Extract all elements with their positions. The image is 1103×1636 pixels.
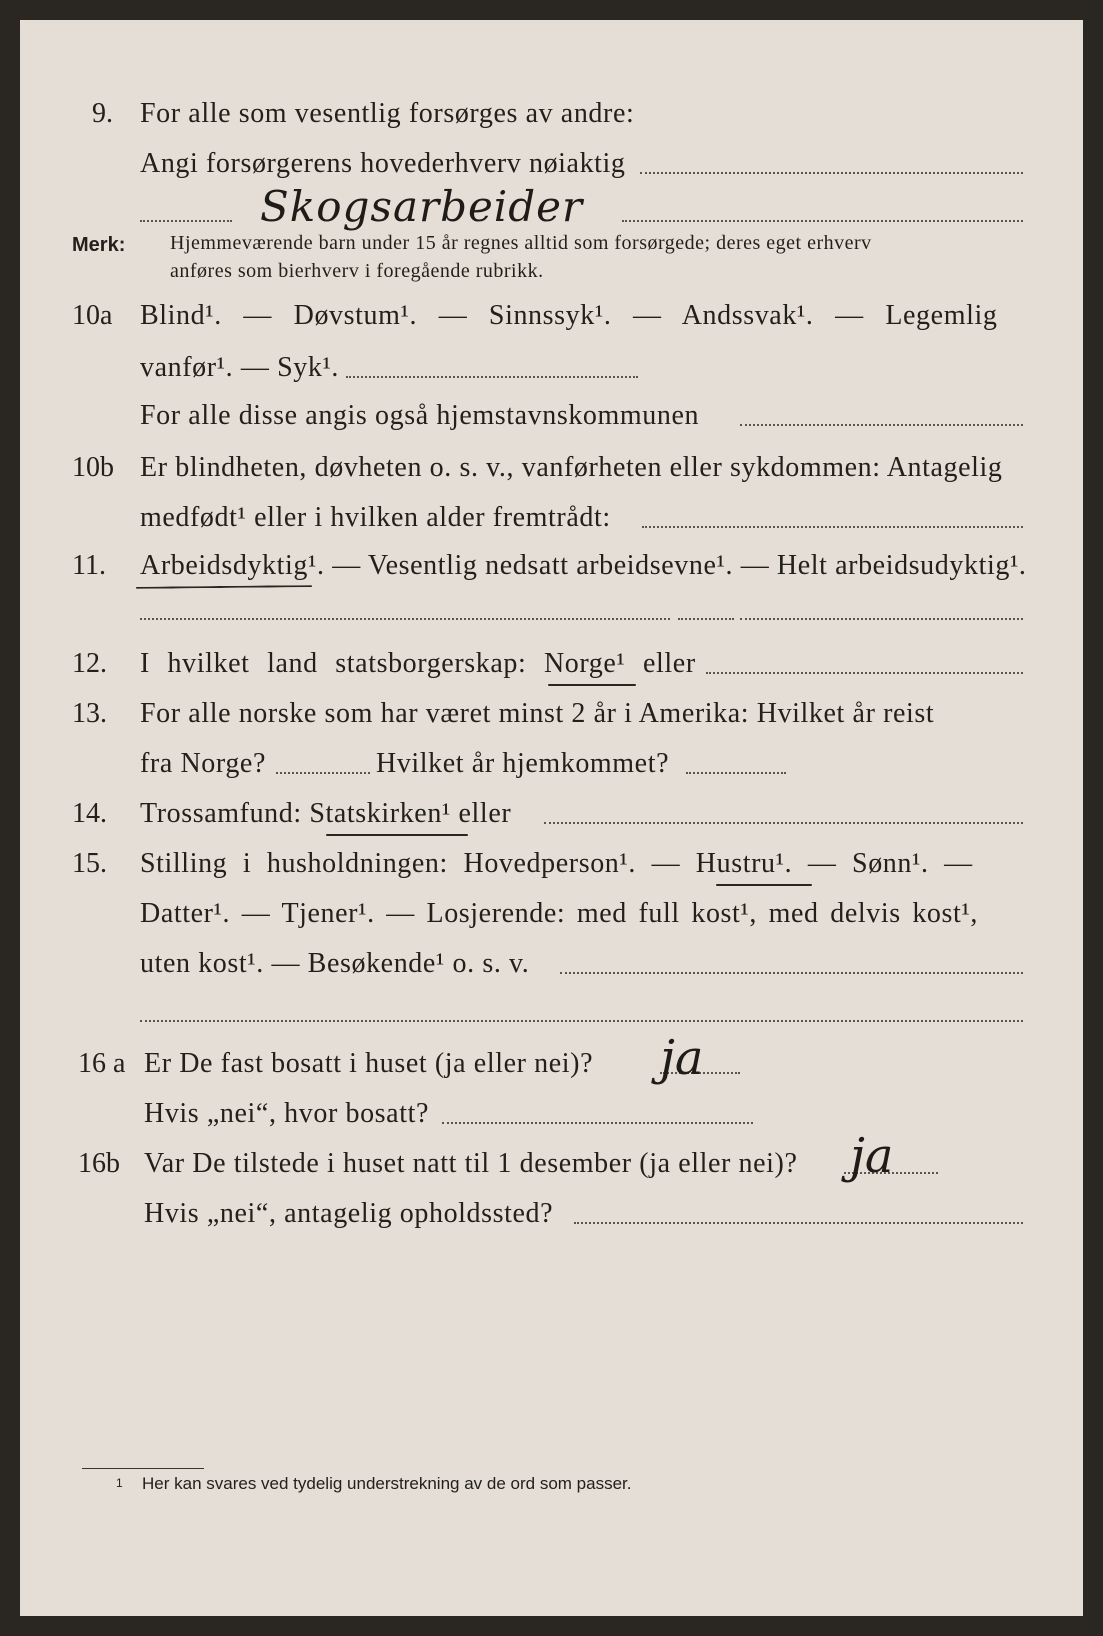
q10a-answer-line-2 [740, 424, 1023, 426]
q13-number: 13. [72, 698, 107, 729]
q10b-line-1: Er blindheten, døvheten o. s. v., vanførheten eller sykdommen: Antagelig [140, 452, 1003, 483]
q16a-line-2: Hvis „nei“, hvor bosatt? [144, 1098, 429, 1129]
q11-underline-arbeidsdyktig [136, 585, 312, 589]
q10a-line-3: For alle disse angis også hjemstavnskommunen [140, 400, 700, 431]
q9-prompt: Angi forsørgerens hovederhverv nøiaktig [140, 148, 626, 179]
q10b-answer-line [642, 526, 1023, 528]
q15-number: 15. [72, 848, 107, 879]
q15-line-1: Stilling i husholdningen: Hovedperson¹. — Hustru¹. — Sønn¹. — [140, 848, 973, 879]
q13-answer-line-b [686, 772, 786, 774]
q16b-handwritten-answer: ja [850, 1128, 894, 1184]
merk-note-line-1: Hjemmeværende barn under 15 år regnes alltid som forsørgede; deres eget erhverv [170, 232, 872, 254]
q11-answer-line-a [140, 618, 670, 620]
footnote-marker: 1 [116, 1476, 123, 1490]
q12-answer-line [706, 672, 1023, 674]
q15-answer-line-1 [560, 972, 1023, 974]
q14-answer-line [544, 822, 1023, 824]
q9-answer-line-2b [622, 220, 1023, 222]
q10a-answer-line-1 [346, 376, 638, 378]
q13-line-2b: Hvilket år hjemkommet? [376, 748, 670, 779]
q16a-handwritten-answer: ja [660, 1030, 704, 1086]
q14-number: 14. [72, 798, 107, 829]
q13-answer-line-a [276, 772, 370, 774]
q11-answer-line-b [678, 618, 734, 620]
q12-line-1: I hvilket land statsborgerskap: Norge¹ eller [140, 648, 696, 679]
q9-handwritten-answer: Skogsarbeider [260, 182, 584, 231]
q10a-line-1: Blind¹. — Døvstum¹. — Sinnssyk¹. — Andssvak¹. — Legemlig [140, 300, 998, 331]
q16b-line-2: Hvis „nei“, antagelig opholdssted? [144, 1198, 554, 1229]
q11-line-1: Arbeidsdyktig¹. — Vesentlig nedsatt arbeidsevne¹. — Helt arbeidsudyktig¹. [140, 550, 1027, 581]
merk-note-line-2: anføres som bierhverv i foregående rubrikk. [170, 260, 544, 282]
q16b-opholdssted-line [574, 1222, 1023, 1224]
q9-number: 9. [92, 98, 113, 129]
q11-number: 11. [72, 550, 106, 581]
q12-underline-norge [548, 684, 636, 686]
q16a-line-1: Er De fast bosatt i huset (ja eller nei)? [144, 1048, 594, 1079]
q10b-number: 10b [72, 452, 114, 483]
q13-line-1: For alle norske som har været minst 2 år i Amerika: Hvilket år reist [140, 698, 935, 729]
footnote-text: Her kan svares ved tydelig understrekning av de ord som passer. [142, 1474, 632, 1493]
q16a-number: 16 a [78, 1048, 126, 1079]
q9-answer-line-2a [140, 220, 232, 222]
q9-question: For alle som vesentlig forsørges av andre: [140, 98, 635, 129]
q16b-line-1: Var De tilstede i huset natt til 1 desember (ja eller nei)? [144, 1148, 798, 1179]
footnote-rule [82, 1468, 204, 1469]
merk-label: Merk: [72, 234, 126, 256]
q15-answer-line-2 [140, 1020, 1023, 1022]
q16b-number: 16b [78, 1148, 120, 1179]
q15-underline-hustru [716, 884, 812, 886]
q9-answer-line-1 [640, 172, 1023, 174]
q14-line-1: Trossamfund: Statskirken¹ eller [140, 798, 512, 829]
q14-underline-statskirken [326, 834, 468, 836]
q12-number: 12. [72, 648, 107, 679]
census-form-page [20, 20, 1083, 1616]
q10b-line-2: medfødt¹ eller i hvilken alder fremtrådt: [140, 502, 611, 533]
q10a-number: 10a [72, 300, 113, 331]
q11-answer-line-c [740, 618, 1023, 620]
q15-line-3: uten kost¹. — Besøkende¹ o. s. v. [140, 948, 530, 979]
q15-line-2: Datter¹. — Tjener¹. — Losjerende: med full kost¹, med delvis kost¹, [140, 898, 978, 929]
q13-line-2a: fra Norge? [140, 748, 266, 779]
q16a-bosatt-line [442, 1122, 753, 1124]
q10a-line-2: vanfør¹. — Syk¹. [140, 352, 340, 383]
